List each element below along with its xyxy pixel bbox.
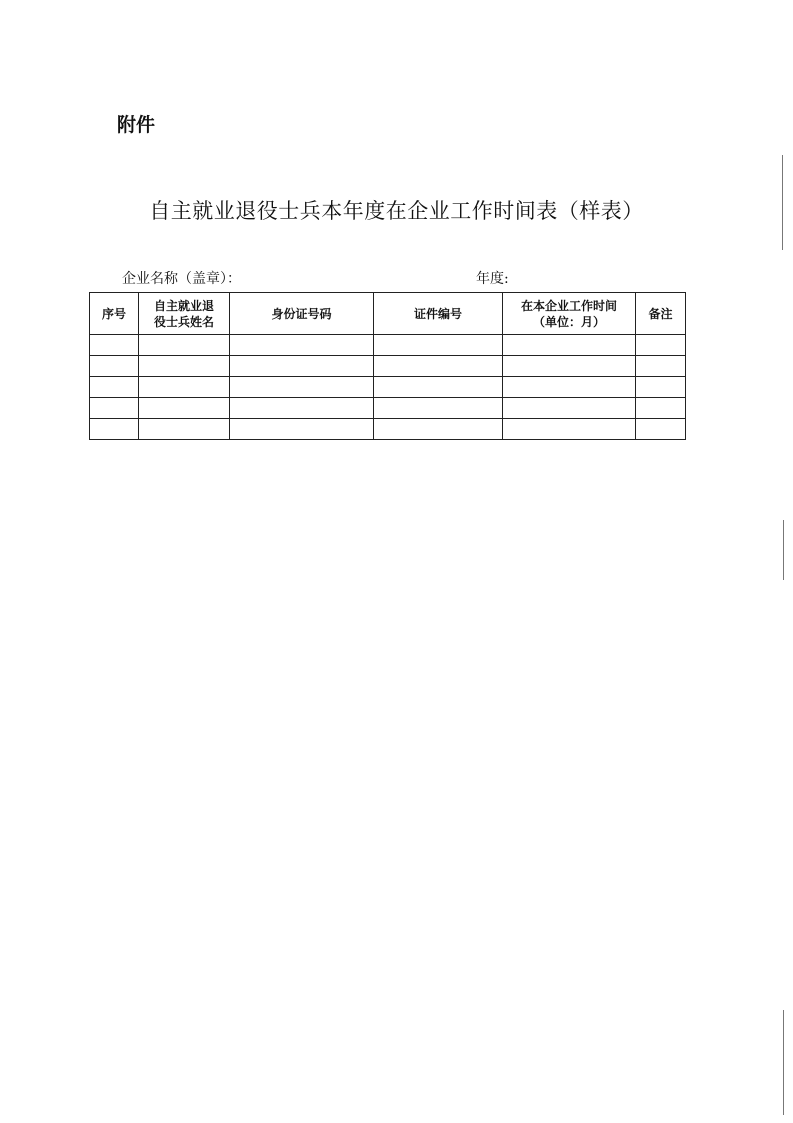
table-row (90, 356, 686, 377)
table-cell[interactable] (90, 419, 139, 440)
year-label: 年度: (476, 271, 509, 287)
table-cell[interactable] (139, 398, 230, 419)
table-cell[interactable] (374, 377, 503, 398)
table-row (90, 419, 686, 440)
scan-edge-mark (782, 155, 783, 250)
table-cell[interactable] (503, 356, 636, 377)
header-certificate-number: 证件编号 (374, 293, 503, 335)
table-cell[interactable] (374, 419, 503, 440)
scan-edge-mark (783, 520, 784, 580)
table-cell[interactable] (139, 335, 230, 356)
table-row (90, 398, 686, 419)
table-cell[interactable] (230, 335, 374, 356)
document-title: 自主就业退役士兵本年度在企业工作时间表（样表） (149, 199, 644, 223)
header-serial-number: 序号 (90, 293, 139, 335)
table-cell[interactable] (374, 335, 503, 356)
table-cell[interactable] (90, 335, 139, 356)
table-cell[interactable] (230, 377, 374, 398)
table-cell[interactable] (139, 419, 230, 440)
table-cell[interactable] (636, 356, 686, 377)
table-cell[interactable] (636, 377, 686, 398)
header-remarks: 备注 (636, 293, 686, 335)
table-cell[interactable] (636, 419, 686, 440)
table-cell[interactable] (503, 419, 636, 440)
table-cell[interactable] (374, 398, 503, 419)
table-row (90, 377, 686, 398)
header-id-number: 身份证号码 (230, 293, 374, 335)
table-cell[interactable] (374, 356, 503, 377)
header-work-time: 在本企业工作时间 （单位：月） (503, 293, 636, 335)
table-cell[interactable] (90, 356, 139, 377)
company-name-label: 企业名称（盖章）： (122, 271, 241, 287)
table-cell[interactable] (503, 377, 636, 398)
table-cell[interactable] (503, 335, 636, 356)
table-cell[interactable] (90, 377, 139, 398)
table-header-row (90, 293, 686, 335)
work-time-table (89, 292, 686, 440)
attachment-label: 附件 (117, 114, 156, 136)
table-cell[interactable] (90, 398, 139, 419)
table-cell[interactable] (230, 356, 374, 377)
table-cell[interactable] (636, 398, 686, 419)
table-cell[interactable] (503, 398, 636, 419)
table-cell[interactable] (139, 377, 230, 398)
table-cell[interactable] (230, 398, 374, 419)
table-cell[interactable] (230, 419, 374, 440)
scan-edge-mark (783, 1010, 784, 1115)
table-row (90, 335, 686, 356)
header-veteran-name: 自主就业退 役士兵姓名 (139, 293, 230, 335)
table-cell[interactable] (636, 335, 686, 356)
table-cell[interactable] (139, 356, 230, 377)
